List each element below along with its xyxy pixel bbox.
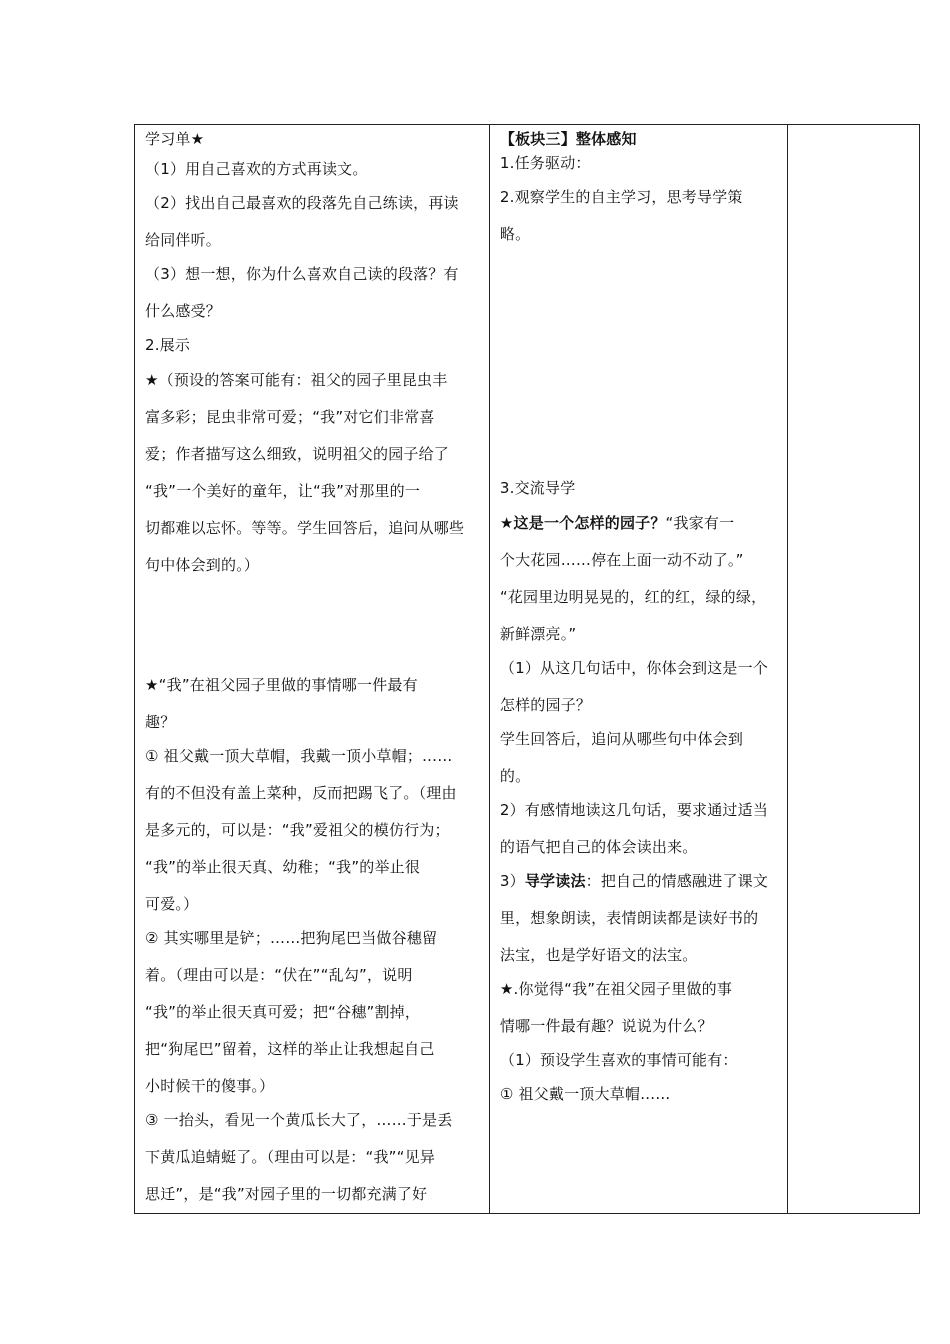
left-line-25: 小时候干的傻事。）: [145, 1077, 275, 1095]
question-3-rest: ：把自己的情感融进了课文: [585, 872, 769, 890]
observe-line-2: 略。: [499, 225, 531, 243]
notes-content: [788, 125, 919, 1213]
left-line-1: 学习单★: [145, 130, 205, 148]
left-line-7: 2.展示: [145, 336, 191, 354]
left-line-21: ② 其实哪里是铲；……把狗尾巴当做谷穗留: [145, 929, 438, 947]
table-row: [135, 125, 920, 1214]
quote-line-3: “花园里边明晃晃的，红的红，绿的绿，: [499, 588, 767, 606]
section-heading: 【板块三】整体感知: [499, 130, 637, 148]
question-1-line-2: 怎样的园子？: [499, 696, 592, 714]
left-line-12: 切都难以忘怀。等等。学生回答后，追问从哪些: [145, 519, 465, 537]
question-1-line-1: （1）从这几句话中，你体会到这是一个: [499, 659, 769, 677]
star-question-line-2: 情哪一件最有趣？说说为什么？: [499, 1017, 713, 1035]
quote-line-4: 新鲜漂亮。”: [499, 625, 577, 643]
question-3-prefix: 3）: [499, 872, 525, 890]
left-line-14: ★“我”在祖父园子里做的事情哪一件最有: [145, 676, 418, 694]
question-3-bold: 导学读法: [524, 872, 586, 890]
garden-question-line: [500, 513, 781, 533]
left-line-17: 有的不但没有盖上菜种，反而把踢飞了。（理由: [145, 784, 457, 802]
left-line-24: 把“狗尾巴”留着，这样的举止让我想起自己: [145, 1040, 435, 1058]
garden-question-bold: ★这是一个怎样的园子？: [499, 514, 666, 532]
quote-line-2: 个大花园……停在上面一动不动了。”: [499, 551, 744, 569]
left-line-13: 句中体会到的。）: [145, 556, 260, 574]
exchange-line: 3.交流导学: [499, 479, 576, 497]
left-line-3: （2）找出自己最喜欢的段落先自己练读，再读: [145, 194, 459, 212]
left-line-16: ① 祖父戴一顶大草帽，我戴一顶小草帽；……: [145, 747, 453, 765]
teacher-guidance-content: [490, 125, 787, 1213]
answer-line-2: 的。: [499, 767, 531, 785]
left-line-9: 富多彩；昆虫非常可爱；“我”对它们非常喜: [145, 408, 435, 426]
left-line-11: “我”一个美好的童年，让“我”对那里的一: [145, 482, 421, 500]
left-line-15: 趣？: [145, 713, 176, 731]
left-line-2: （1）用自己喜欢的方式再读文。: [145, 160, 368, 178]
left-line-23: “我”的举止很天真可爱；把“谷穗”割掉，: [145, 1003, 421, 1021]
left-line-5: （3）想一想，你为什么喜欢自己读的段落？有: [145, 265, 459, 283]
left-line-19: “我”的举止很天真、幼稚；“我”的举止很: [145, 858, 421, 876]
question-3-line-2: 里，想象朗读，表情朗读都是读好书的: [499, 909, 759, 927]
item-1-line: ① 祖父戴一顶大草帽……: [499, 1085, 671, 1103]
left-line-26: ③ 一抬头，看见一个黄瓜长大了，……于是丢: [145, 1111, 453, 1129]
star-question-line-1: ★.你觉得“我”在祖父园子里做的事: [499, 980, 733, 998]
student-activity-content: [135, 125, 489, 1213]
left-line-27: 下黄瓜追蜻蜓了。（理由可以是：“我”“见异: [145, 1148, 436, 1166]
left-line-20: 可爱。）: [145, 895, 199, 913]
left-line-18: 是多元的，可以是：“我”爱祖父的模仿行为；: [145, 821, 450, 839]
teacher-guidance-cell: [489, 125, 787, 1214]
left-line-6: 什么感受？: [145, 302, 222, 320]
left-line-4: 给同伴听。: [145, 231, 222, 249]
student-activity-cell: [135, 125, 490, 1214]
left-line-22: 着。（理由可以是：“伏在”“乱勾”，说明: [145, 966, 413, 984]
observe-line-1: 2.观察学生的自主学习，思考导学策: [499, 188, 743, 206]
garden-question-rest: “我家有一: [665, 514, 735, 532]
question-3-line-3: 法宝，也是学好语文的法宝。: [499, 946, 698, 964]
question-3-line-1: [500, 871, 781, 891]
question-2-line-1: 2）有感情地读这几句话，要求通过适当: [499, 801, 769, 819]
lesson-plan-table: [134, 124, 920, 1214]
left-line-8: ★（预设的答案可能有：祖父的园子里昆虫丰: [145, 371, 448, 389]
answer-line-1: 学生回答后，追问从哪些句中体会到: [499, 730, 744, 748]
left-line-10: 爱；作者描写这么细致，说明祖父的园子给了: [145, 445, 450, 463]
left-line-28: 思迁”，是“我”对园子里的一切都充满了好: [145, 1185, 428, 1203]
question-2-line-2: 的语气把自己的体会读出来。: [499, 838, 698, 856]
preset-line: （1）预设学生喜欢的事情可能有：: [499, 1051, 738, 1069]
task-drive-line: 1.任务驱动：: [499, 154, 591, 172]
notes-cell: [787, 125, 919, 1214]
